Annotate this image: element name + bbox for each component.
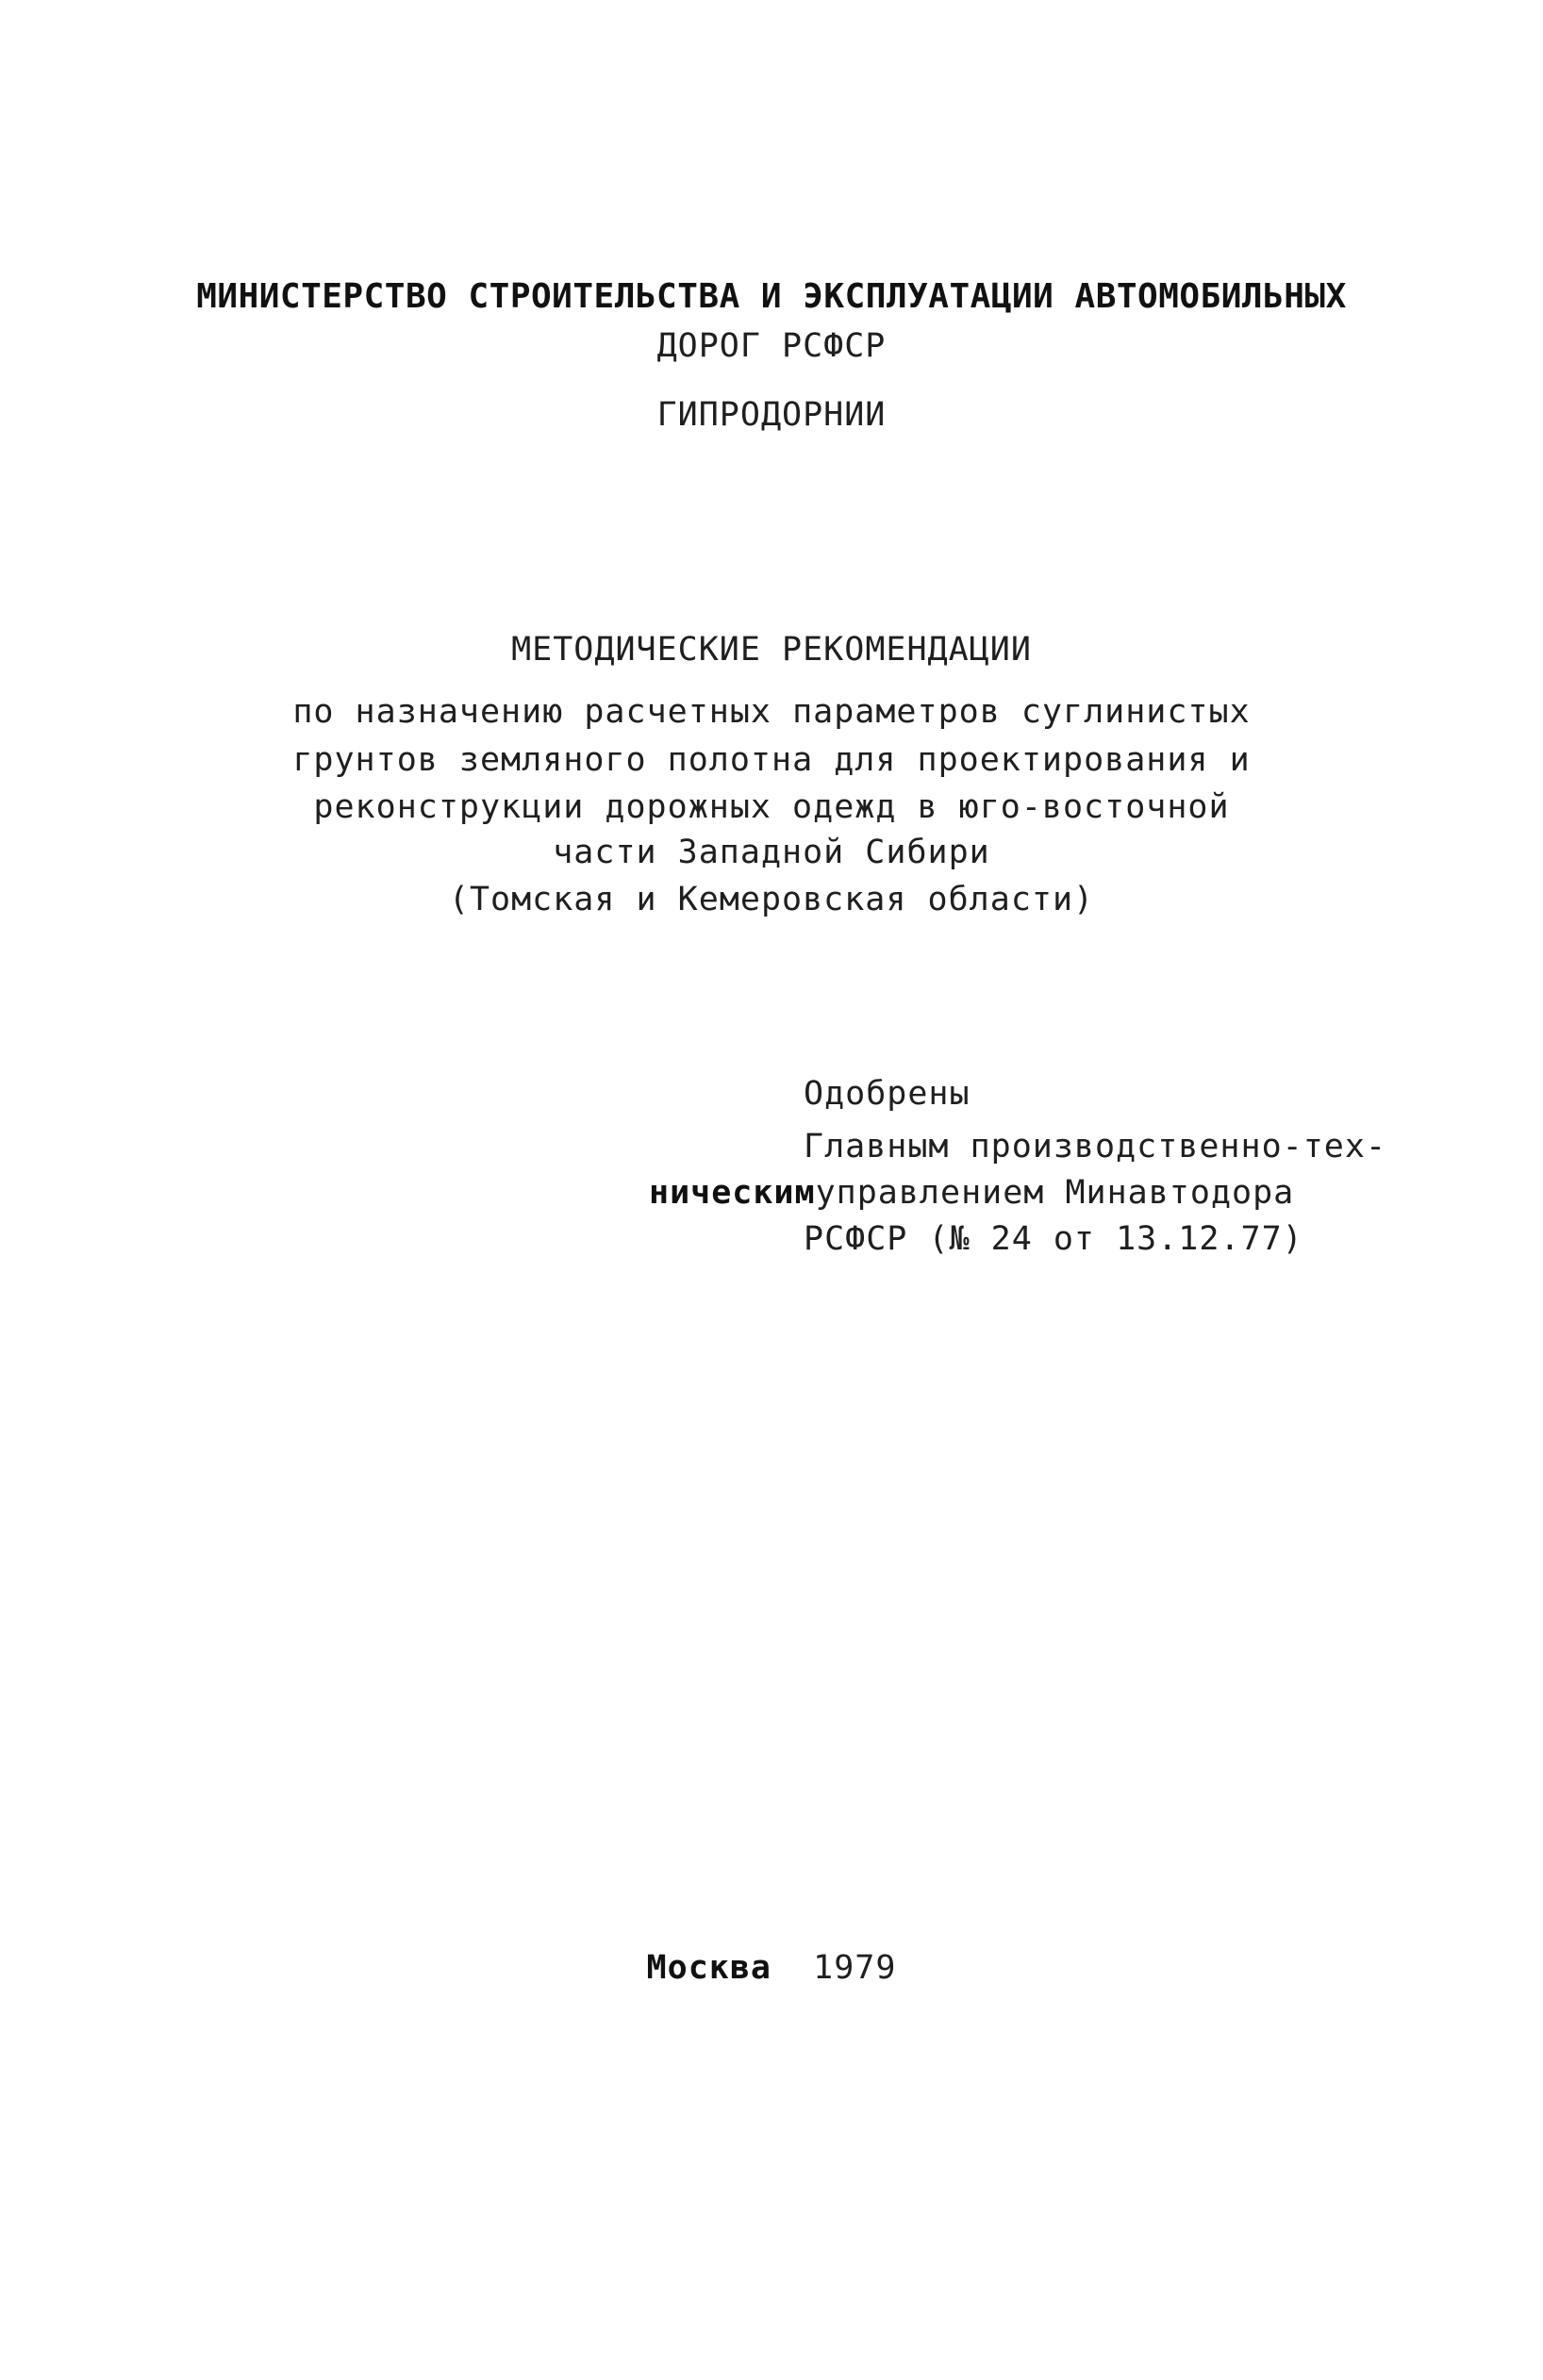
- subtitle-line: (Томская и Кемеровская области): [448, 881, 1095, 918]
- imprint-city: Москва: [646, 1949, 772, 1987]
- approval-line-3-rest: управлением Минавтодора: [815, 1174, 1295, 1212]
- imprint-year: 1979: [813, 1949, 897, 1987]
- ministry-name-line-1: МИНИСТЕРСТВО СТРОИТЕЛЬСТВА И ЭКСПЛУАТАЦИИ АВТОМОБИЛЬНЫХ: [196, 277, 1347, 316]
- approval-line-3-bold: ническим: [649, 1174, 816, 1212]
- approval-line-4: РСФСР (№ 24 от 13.12.77): [804, 1220, 1303, 1258]
- subtitle-line: реконструкции дорожных одежд в юго-восточной: [313, 788, 1230, 826]
- imprint: [0, 1949, 1543, 1987]
- ministry-name-line-2: ДОРОГ РСФСР: [656, 327, 887, 365]
- approval-line-1: Одобрены: [804, 1075, 971, 1113]
- institute-name: ГИПРОДОРНИИ: [656, 396, 887, 434]
- subtitle-line: части Западной Сибири: [553, 834, 990, 871]
- document-title: МЕТОДИЧЕСКИЕ РЕКОМЕНДАЦИИ: [511, 631, 1032, 669]
- subtitle-line: грунтов земляного полотна для проектирования и: [292, 741, 1251, 779]
- subtitle-line: по назначению расчетных параметров суглинистых: [292, 693, 1251, 731]
- approval-line-2: Главным производственно-тех-: [804, 1128, 1387, 1165]
- approval-line-3: [649, 1174, 1295, 1212]
